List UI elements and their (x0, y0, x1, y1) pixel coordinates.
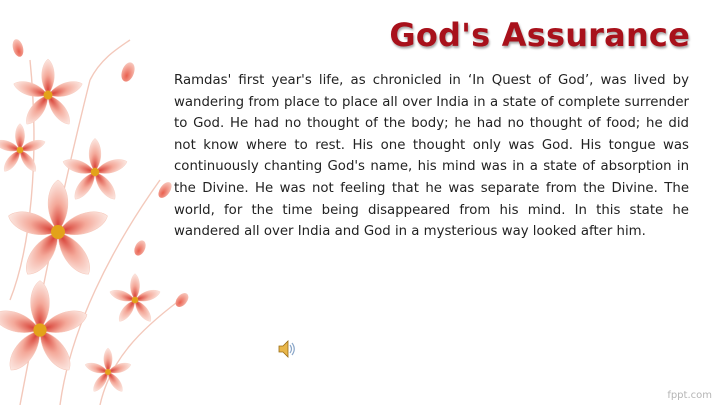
flower-upper-left (0, 124, 47, 174)
flower-bottom-left (0, 281, 90, 376)
slide-body-text: Ramdas' first year's life, as chronicled in ‘In Quest of God’, was lived by wandering from place to place all over India in a state of complete surrender to God. He had no thought of the body; he had no thought of food; he did not know where to rest. His one thought only was God. His tongue was continuously chanting God's name, his mind was in a state of absorption in the Divine. He was not feeling that he was separate from the Divine. The world, for the time being disappeared from his mind. In this state he wandered all over India and God in a mysterious way looked after him. (174, 73, 689, 240)
watermark: fppt.com (667, 390, 712, 401)
flower-top (12, 59, 84, 128)
flower-right (108, 274, 161, 324)
slide-title: God's Assurance (389, 16, 690, 54)
speaker-icon[interactable] (276, 338, 298, 360)
flower-bottom (84, 348, 132, 394)
floral-border (0, 0, 190, 405)
flower-middle (61, 138, 129, 202)
